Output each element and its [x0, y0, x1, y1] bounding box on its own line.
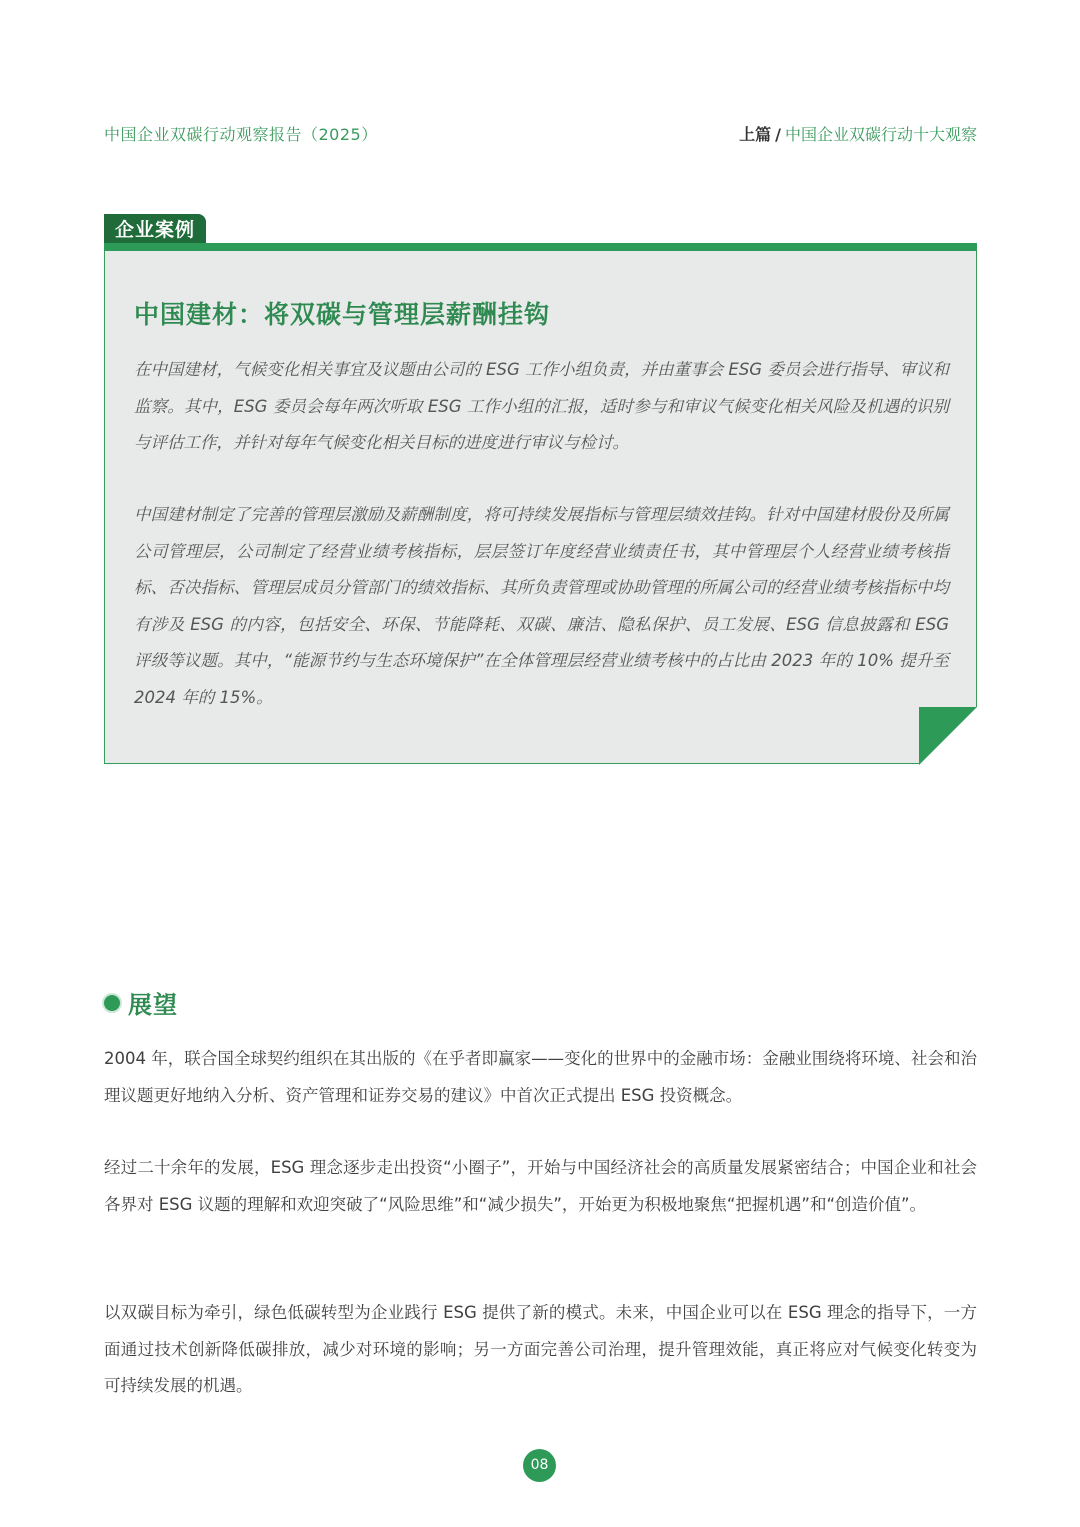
header-separator: / — [775, 125, 781, 144]
section-header — [739, 122, 977, 145]
outlook-title: 展望 — [128, 991, 178, 1019]
bullet-dot-icon — [104, 995, 120, 1011]
case-paragraph-1: 在中国建材，气候变化相关事宜及议题由公司的 ESG 工作小组负责，并由董事会 ESG 委员会进行指导、审议和监察。其中，ESG 委员会每年两次听取 ESG 工作小组的汇报，适时参与和审议气候变化相关风险及机遇的识别与评估工作，并针对每年气候变化相关目标的进度进行审议与检讨。 — [134, 360, 949, 452]
section-title-header: 中国企业双碳行动十大观察 — [784, 125, 977, 144]
case-title: 中国建材：将双碳与管理层薪酬挂钩 — [134, 300, 551, 329]
part-label: 上篇 — [739, 125, 772, 144]
case-tab: 企业案例 — [104, 214, 206, 246]
outlook-heading — [104, 985, 178, 1020]
outlook-paragraph-1: 2004 年，联合国全球契约组织在其出版的《在乎者即赢家——变化的世界中的金融市场：金融业围绕将环境、社会和治理议题更好地纳入分析、资产管理和证券交易的建议》中首次正式提出 ESG 投资概念。 — [104, 1049, 977, 1105]
case-paragraph-2: 中国建材制定了完善的管理层激励及薪酬制度，将可持续发展指标与管理层绩效挂钩。针对中国建材股份及所属公司管理层，公司制定了经营业绩考核指标，层层签订年度经营业绩责任书，其中管理层个人经营业绩考核指标、否决指标、管理层成员分管部门的绩效指标、其所负责管理或协助管理的所属公司的经营业绩考核指标中均有涉及 ESG 的内容，包括安全、环保、节能降耗、双碳、廉洁、隐私保护、员工发展、ESG 信息披露和 ESG 评级等议题。其中，“能源节约与生态环境保护”在全体管理层经营业绩考核中的占比由 2023 年的 10% 提升至 2024 年的 15%。 — [134, 505, 949, 707]
outlook-paragraph-3: 以双碳目标为牵引，绿色低碳转型为企业践行 ESG 提供了新的模式。未来，中国企业可以在 ESG 理念的指导下，一方面通过技术创新降低碳排放，减少对环境的影响；另一方面完善公司治理，提升管理效能，真正将应对气候变化转变为可持续发展的机遇。 — [104, 1303, 977, 1395]
outlook-paragraph-2: 经过二十余年的发展，ESG 理念逐步走出投资“小圈子”，开始与中国经济社会的高质量发展紧密结合；中国企业和社会各界对 ESG 议题的理解和欢迎突破了“风险思维”和“减少损失”，开始更为积极地聚焦“把握机遇”和“创造价值”。 — [104, 1158, 977, 1214]
page-number: 08 — [523, 1449, 556, 1482]
case-top-bar — [104, 243, 977, 251]
report-title: 中国企业双碳行动观察报告（2025） — [104, 125, 378, 144]
